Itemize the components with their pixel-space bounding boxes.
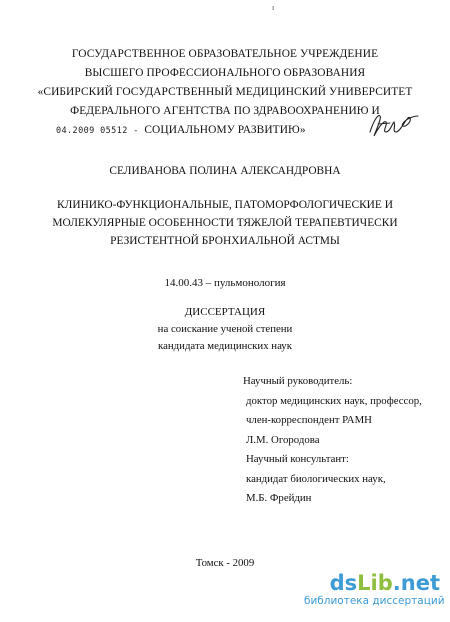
logo-lib-text: Lib: [357, 571, 393, 595]
header-line: «СИБИРСКИЙ ГОСУДАРСТВЕННЫЙ МЕДИЦИНСКИЙ УНИВЕРСИТЕТ: [37, 86, 413, 98]
title-line: МОЛЕКУЛЯРНЫЕ ОСОБЕННОСТИ ТЯЖЕЛОЙ ТЕРАПЕВТИЧЕСКИ: [52, 217, 398, 229]
dslib-logo: [304, 572, 440, 594]
supervisor-line: член-корреспондент РАМН: [246, 414, 372, 426]
logo-ds-text: ds: [329, 571, 358, 595]
archive-stamp: 04.2009 05512 -: [56, 126, 139, 136]
handwritten-signature: [364, 110, 420, 140]
header-line: ВЫСШЕГО ПРОФЕССИОНАЛЬНОГО ОБРАЗОВАНИЯ: [84, 67, 366, 79]
degree-line: кандидата медицинских наук: [158, 340, 292, 352]
watermark-subtitle: библиотека диссертаций: [304, 595, 445, 607]
consultant-line: кандидат биологических наук,: [246, 472, 386, 485]
dslib-watermark: [304, 571, 445, 608]
specialty-code: 14.00.43 – пульмонология: [164, 277, 286, 289]
title-line: РЕЗИСТЕНТНОЙ БРОНХИАЛЬНОЙ АСТМЫ: [110, 235, 340, 247]
document-type: ДИССЕРТАЦИЯ: [184, 306, 266, 318]
supervisors-block: [243, 372, 422, 509]
author-name: СЕЛИВАНОВА ПОЛИНА АЛЕКСАНДРОВНА: [109, 165, 341, 177]
dissertation-title: [0, 196, 450, 250]
supervisor-name: Л.М. Огородова: [246, 433, 320, 446]
header-line: ФЕДЕРАЛЬНОГО АГЕНТСТВА ПО ЗДРАВООХРАНЕНИЮ И: [70, 105, 380, 117]
supervisor-heading: Научный руководитель:: [243, 375, 353, 387]
logo-net-text: .net: [392, 571, 440, 595]
degree-line: на соискание ученой степени: [157, 323, 293, 335]
place-and-year: Томск - 2009: [195, 557, 255, 569]
supervisor-line: доктор медицинских наук, профессор,: [246, 394, 422, 407]
consultant-heading: Научный консультант:: [246, 453, 349, 465]
header-line: СОЦИАЛЬНОМУ РАЗВИТИЮ»: [144, 124, 306, 136]
top-tick-mark: ı: [272, 3, 275, 12]
degree-statement: [0, 321, 450, 355]
consultant-name: М.Б. Фрейдин: [246, 492, 312, 504]
title-line: КЛИНИКО-ФУНКЦИОНАЛЬНЫЕ, ПАТОМОРФОЛОГИЧЕСКИЕ И: [57, 199, 393, 211]
header-line: ГОСУДАРСТВЕННОЕ ОБРАЗОВАТЕЛЬНОЕ УЧРЕЖДЕНИЕ: [71, 48, 379, 60]
